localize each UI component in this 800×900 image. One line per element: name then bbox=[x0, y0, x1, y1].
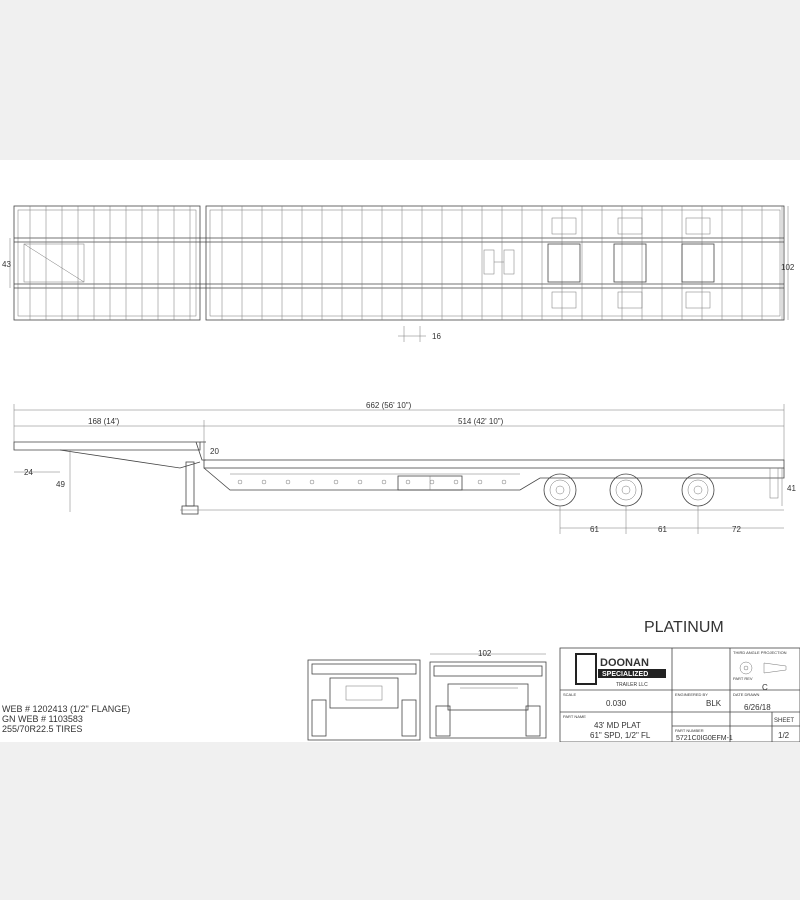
dim-axle-spacing-1: 61 bbox=[590, 525, 599, 534]
beam-holes bbox=[238, 480, 506, 484]
label-part-name: PART NAME bbox=[563, 714, 586, 719]
label-third-angle: THIRD ANGLE PROJECTION bbox=[733, 650, 787, 655]
description-line-1: 43' MD PLAT bbox=[594, 721, 641, 730]
description-line-2: 61" SPD, 1/2" FL bbox=[590, 731, 651, 740]
dim-end-width: 102 bbox=[478, 649, 492, 658]
top-view bbox=[2, 206, 795, 342]
dim-upper-deck: 168 (14') bbox=[88, 417, 120, 426]
label-date: DATE DRAWN bbox=[733, 692, 760, 697]
lower-deck-frame bbox=[206, 206, 784, 320]
logo-line-3: TRAILER LLC bbox=[616, 682, 648, 688]
rear-view bbox=[430, 649, 546, 738]
dim-lower-deck: 514 (42' 10") bbox=[458, 417, 504, 426]
dim-overall-length: 662 (56' 10") bbox=[366, 401, 412, 410]
dim-top-spacing: 16 bbox=[432, 332, 441, 341]
label-scale: SCALE bbox=[563, 692, 577, 697]
dim-step: 20 bbox=[210, 447, 219, 456]
note-web: WEB # 1202413 (1/2" FLANGE) bbox=[2, 704, 131, 714]
label-rev: PART REV bbox=[733, 676, 753, 681]
drawing-sheet bbox=[0, 160, 800, 742]
dim-rear-overhang: 72 bbox=[732, 525, 741, 534]
logo-line-2: SPECIALIZED bbox=[602, 671, 649, 678]
upper-deck-frame bbox=[14, 206, 200, 320]
trailer-drawing bbox=[0, 160, 800, 742]
note-tires: 255/70R22.5 TIRES bbox=[2, 724, 83, 734]
dim-top-left-width: 43 bbox=[2, 260, 11, 269]
side-view bbox=[14, 401, 796, 534]
cross-members bbox=[30, 206, 782, 320]
dim-front: 24 bbox=[24, 468, 33, 477]
dim-kingpin-height: 49 bbox=[56, 480, 65, 489]
scale-value: 0.030 bbox=[606, 699, 627, 708]
note-gn-web: GN WEB # 1103583 bbox=[2, 714, 83, 724]
front-view bbox=[308, 660, 420, 740]
title-block bbox=[560, 648, 800, 742]
label-part-number: PART NUMBER bbox=[675, 728, 704, 733]
landing-gear bbox=[186, 462, 194, 506]
doonan-logo bbox=[576, 654, 666, 688]
wheels bbox=[544, 474, 714, 506]
dim-axle-spacing-2: 61 bbox=[658, 525, 667, 534]
label-drawn-by: ENGINEERED BY bbox=[675, 692, 708, 697]
model-name: PLATINUM bbox=[644, 619, 724, 636]
date: 6/26/18 bbox=[744, 703, 771, 712]
logo-line-1: DOONAN bbox=[600, 657, 649, 669]
label-sheet: SHEET bbox=[774, 718, 795, 724]
part-number: 5721C0IG0EFM-1 bbox=[676, 735, 733, 742]
dim-top-right-width: 102 bbox=[781, 263, 795, 272]
sheet-number: 1/2 bbox=[778, 731, 790, 740]
drawn-by: BLK bbox=[706, 699, 722, 708]
dim-deck-height: 41 bbox=[787, 484, 796, 493]
revision: C bbox=[762, 683, 768, 692]
